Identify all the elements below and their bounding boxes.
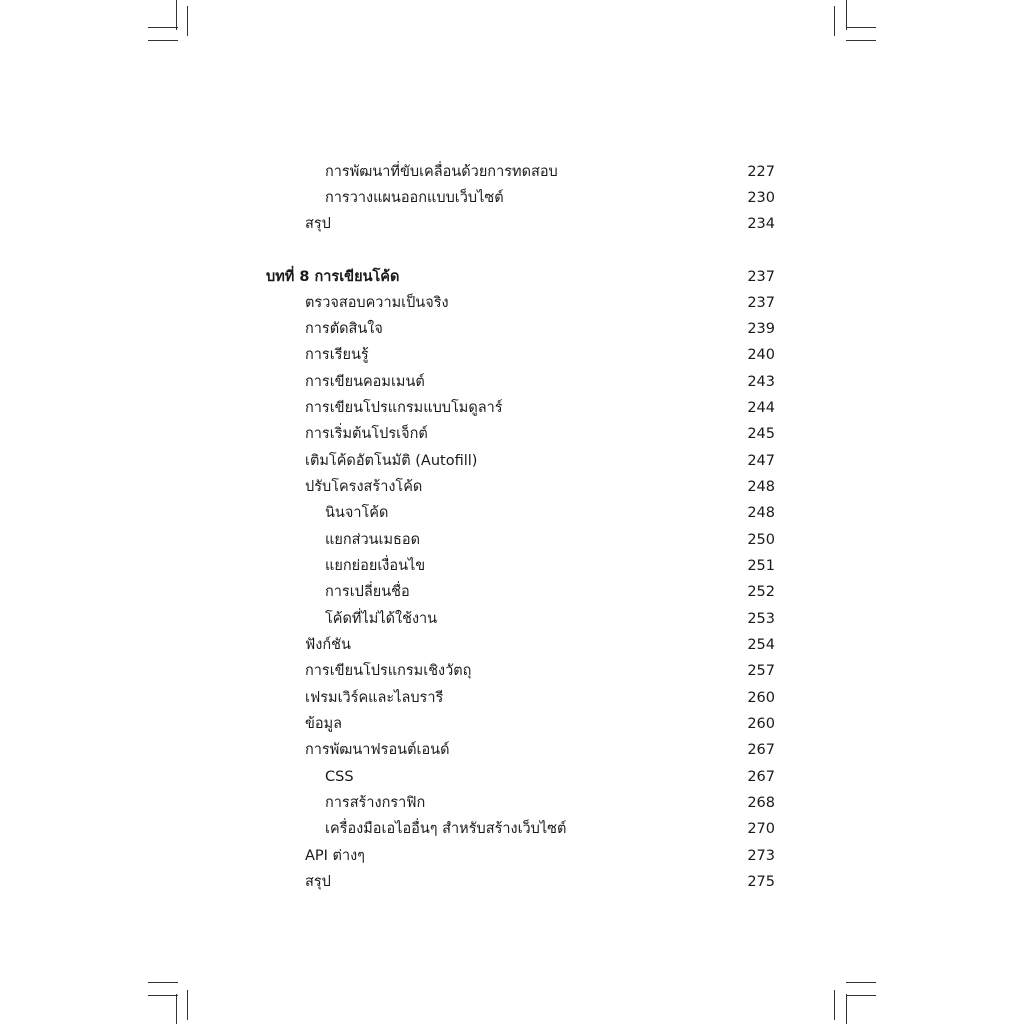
toc-entry — [0, 817, 1024, 841]
toc-entry — [0, 160, 1024, 184]
toc-entry — [0, 396, 1024, 420]
toc-entry-page: 257 — [747, 663, 775, 679]
toc-entry — [0, 659, 1024, 683]
toc-entry-page: 245 — [747, 426, 775, 442]
toc-entry-title: บทที่ 8 การเขียนโค้ด — [266, 269, 400, 285]
toc-entry-title: การเขียนโปรแกรมแบบโมดูลาร์ — [305, 400, 503, 416]
toc-entry — [0, 317, 1024, 341]
toc-entry-title: ฟังก์ชัน — [305, 637, 351, 653]
toc-entry — [0, 501, 1024, 525]
toc-entry-title: ปรับโครงสร้างโค้ด — [305, 479, 423, 495]
toc-entry — [0, 449, 1024, 473]
toc-entry — [0, 765, 1024, 789]
toc-entry-title: การพัฒนาฟรอนต์เอนด์ — [305, 742, 450, 758]
toc-entry — [0, 554, 1024, 578]
toc-entry-page: 234 — [747, 216, 775, 232]
toc-entry — [0, 738, 1024, 762]
toc-entry-title: CSS — [325, 769, 354, 785]
toc-entry-page: 270 — [747, 821, 775, 837]
toc-entry-title: การสร้างกราฟิก — [325, 795, 426, 811]
toc-entry-title: การเรียนรู้ — [305, 347, 369, 363]
toc-entry — [0, 791, 1024, 815]
toc-entry — [0, 343, 1024, 367]
toc-entry-page: 243 — [747, 374, 775, 390]
toc-entry-title: แยกส่วนเมธอด — [325, 532, 421, 548]
toc-entry-title: การเปลี่ยนชื่อ — [325, 584, 410, 600]
toc-entry-page: 237 — [747, 269, 775, 285]
toc-entry-title: โค้ดที่ไม่ได้ใช้งาน — [325, 611, 438, 627]
toc-entry — [0, 291, 1024, 315]
toc-entry-page: 230 — [747, 190, 775, 206]
toc-entry — [0, 686, 1024, 710]
toc-entry-title: การเขียนโปรแกรมเชิงวัตถุ — [305, 663, 472, 679]
toc-entry-page: 251 — [747, 558, 775, 574]
toc-entry — [0, 580, 1024, 604]
toc-entry-page: 239 — [747, 321, 775, 337]
toc-entry-page: 267 — [747, 769, 775, 785]
toc-entry-title: นินจาโค้ด — [325, 505, 389, 521]
toc-entry-title: แยกย่อยเงื่อนไข — [325, 558, 426, 574]
toc-entry — [0, 870, 1024, 894]
toc-entry-page: 253 — [747, 611, 775, 627]
toc-entry-page: 267 — [747, 742, 775, 758]
toc-entry-page: 248 — [747, 505, 775, 521]
toc-entry-title: การพัฒนาที่ขับเคลื่อนด้วยการทดสอบ — [325, 164, 558, 180]
toc-entry-page: 250 — [747, 532, 775, 548]
toc-entry-page: 268 — [747, 795, 775, 811]
toc-chapter-heading — [0, 265, 1024, 289]
toc-entry — [0, 607, 1024, 631]
toc-entry — [0, 633, 1024, 657]
toc-entry-page: 275 — [747, 874, 775, 890]
toc-entry — [0, 712, 1024, 736]
toc-entry — [0, 475, 1024, 499]
toc-entry-page: 244 — [747, 400, 775, 416]
toc-entry-title: เติมโค้ดอัตโนมัติ (Autofill) — [305, 453, 478, 469]
toc-entry-page: 240 — [747, 347, 775, 363]
toc-entry-title: การเริ่มต้นโปรเจ็กต์ — [305, 426, 428, 442]
toc-entry-title: สรุป — [305, 874, 331, 890]
toc-entry-title: การเขียนคอมเมนต์ — [305, 374, 425, 390]
toc-entry-page: 260 — [747, 716, 775, 732]
toc-entry-page: 247 — [747, 453, 775, 469]
toc-entry — [0, 370, 1024, 394]
toc-entry — [0, 422, 1024, 446]
toc-entry — [0, 528, 1024, 552]
toc-entry-page: 227 — [747, 164, 775, 180]
toc-entry-title: ข้อมูล — [305, 716, 343, 732]
toc-entry-title: ตรวจสอบความเป็นจริง — [305, 295, 449, 311]
toc-entry-page: 260 — [747, 690, 775, 706]
toc-entry-title: การตัดสินใจ — [305, 321, 383, 337]
toc-entry-page: 252 — [747, 584, 775, 600]
toc-entry — [0, 844, 1024, 868]
toc-entry-title: การวางแผนออกแบบเว็บไซต์ — [325, 190, 504, 206]
toc-entry-title: API ต่างๆ — [305, 848, 365, 864]
toc-entry-page: 273 — [747, 848, 775, 864]
toc-entry — [0, 186, 1024, 210]
toc-entry-title: เครื่องมือเอไออื่นๆ สำหรับสร้างเว็บไซต์ — [325, 821, 567, 837]
toc-entry — [0, 212, 1024, 236]
toc-entry-title: เฟรมเวิร์คและไลบรารี — [305, 690, 444, 706]
toc-entry-page: 248 — [747, 479, 775, 495]
toc-entry-page: 254 — [747, 637, 775, 653]
toc-entry-title: สรุป — [305, 216, 331, 232]
toc-entry-page: 237 — [747, 295, 775, 311]
